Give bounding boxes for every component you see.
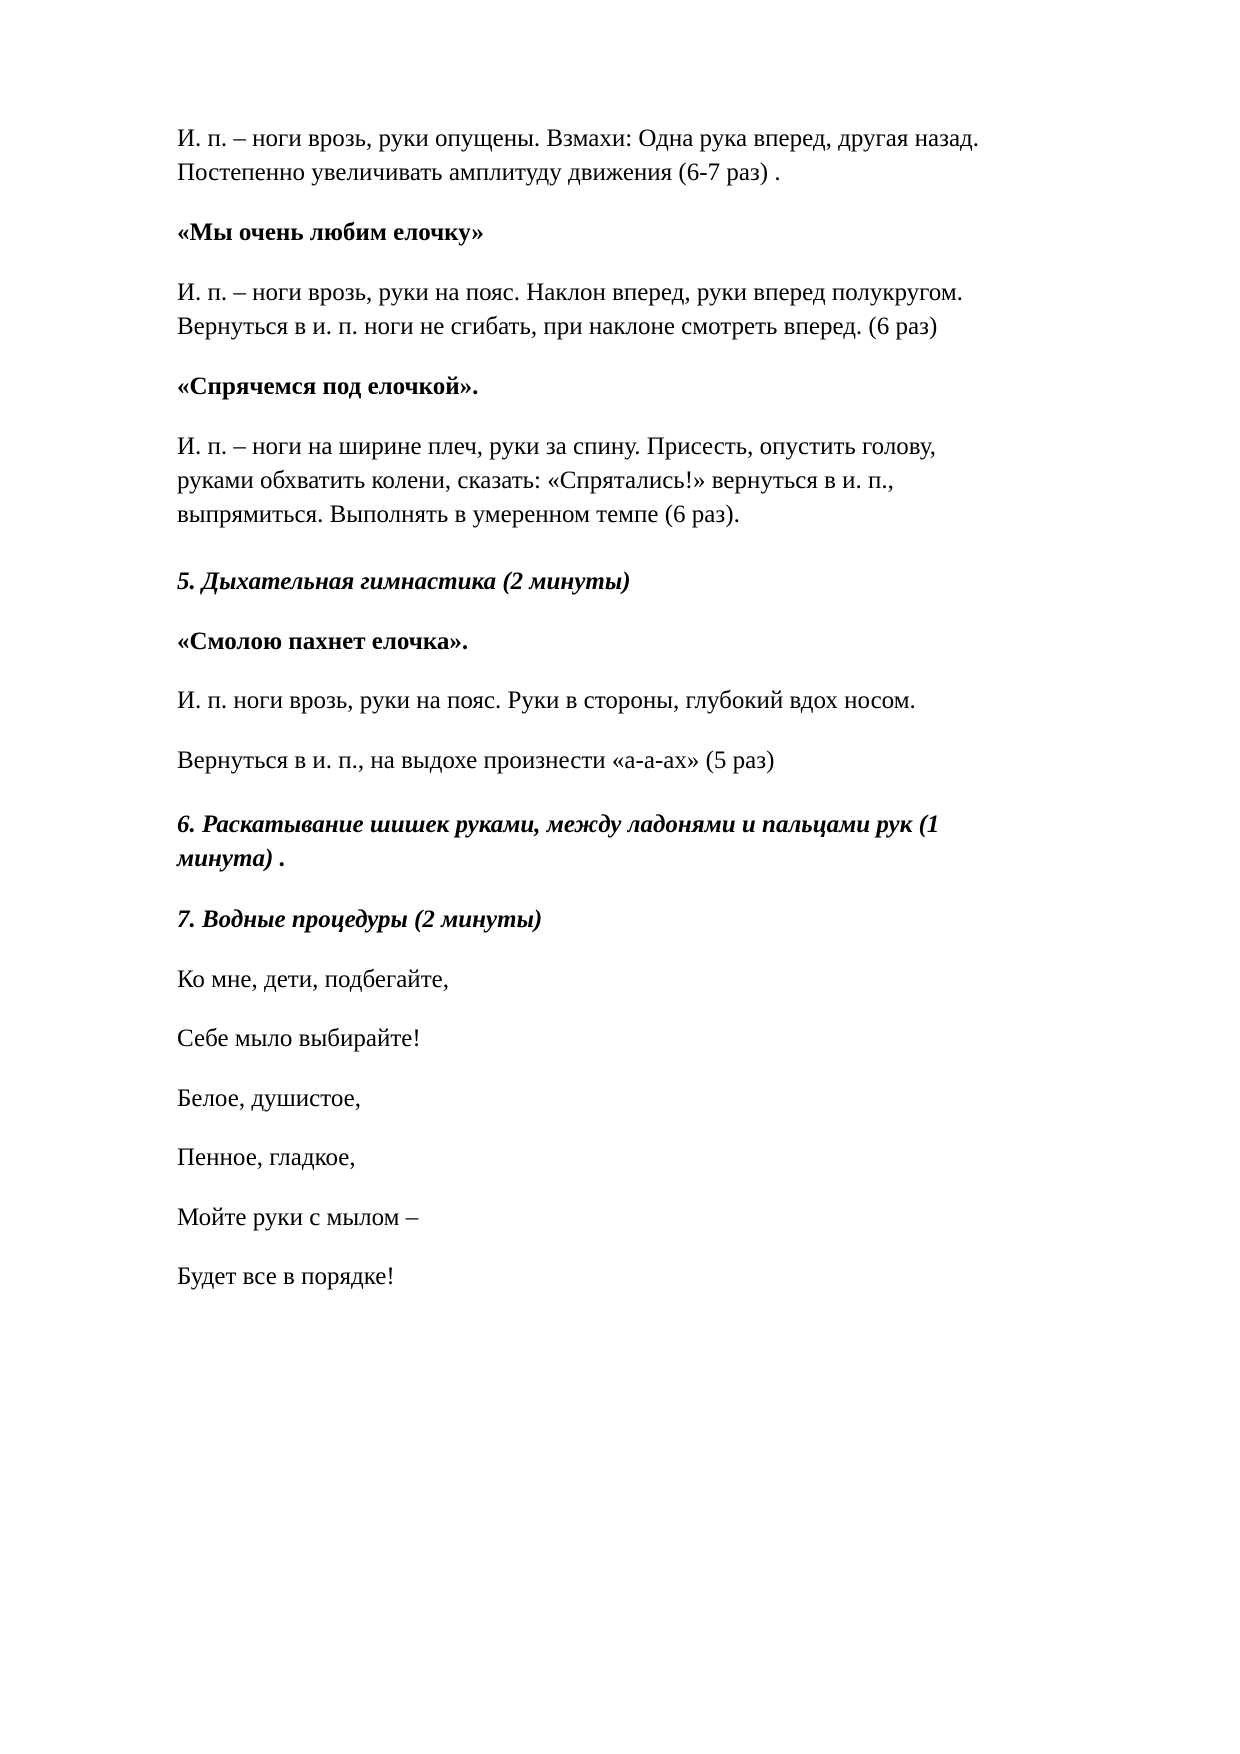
section-breathing-exercises: 5. Дыхательная гимнастика (2 минуты) [177, 568, 631, 595]
poem-line: Пенное, гладкое, [177, 1144, 356, 1171]
paragraph-line: выпрямиться. Выполнять в умеренном темпе (6 раз). [177, 501, 740, 528]
paragraph-exhale: Вернуться в и. п., на выдохе произнести «а-а-ах» (5 раз) [177, 747, 775, 774]
paragraph-deep-breath: И. п. ноги врозь, руки на пояс. Руки в стороны, глубокий вдох носом. [177, 687, 916, 714]
paragraph-line: И. п. – ноги врозь, руки опущены. Взмахи: Одна рука вперед, другая назад. [177, 125, 980, 152]
section-line: 6. Раскатывание шишек руками, между ладонями и пальцами рук (1 [177, 811, 940, 838]
poem-line: Мойте руки с мылом – [177, 1204, 419, 1231]
paragraph-line: Постепенно увеличивать амплитуду движения (6-7 раз) . [177, 159, 781, 186]
paragraph-line: Вернуться в и. п. ноги не сгибать, при наклоне смотреть вперед. (6 раз) [177, 313, 938, 340]
paragraph-line: И. п. – ноги на ширине плеч, руки за спину. Присесть, опустить голову, [177, 433, 937, 460]
heading-hide-under-tree: «Спрячемся под елочкой». [177, 373, 479, 400]
paragraph-line: И. п. – ноги врозь, руки на пояс. Наклон вперед, руки вперед полукругом. [177, 279, 963, 306]
poem-line: Белое, душистое, [177, 1085, 362, 1112]
paragraph-squat [177, 430, 1137, 532]
poem-line: Ко мне, дети, подбегайте, [177, 966, 449, 993]
section-cone-rolling [177, 808, 1137, 876]
poem-line: Будет все в порядке! [177, 1263, 395, 1290]
section-line: минута) . [177, 845, 286, 872]
heading-tree-smells-resin: «Смолою пахнет елочка». [177, 628, 469, 655]
section-water-procedures: 7. Водные процедуры (2 минуты) [177, 906, 543, 933]
paragraph-bend-forward [177, 276, 1137, 344]
paragraph-line: руками обхватить колени, сказать: «Спрятались!» вернуться в и. п., [177, 467, 894, 494]
paragraph-swings [177, 122, 1137, 190]
heading-we-love-tree: «Мы очень любим елочку» [177, 219, 484, 246]
poem-line: Себе мыло выбирайте! [177, 1025, 421, 1052]
